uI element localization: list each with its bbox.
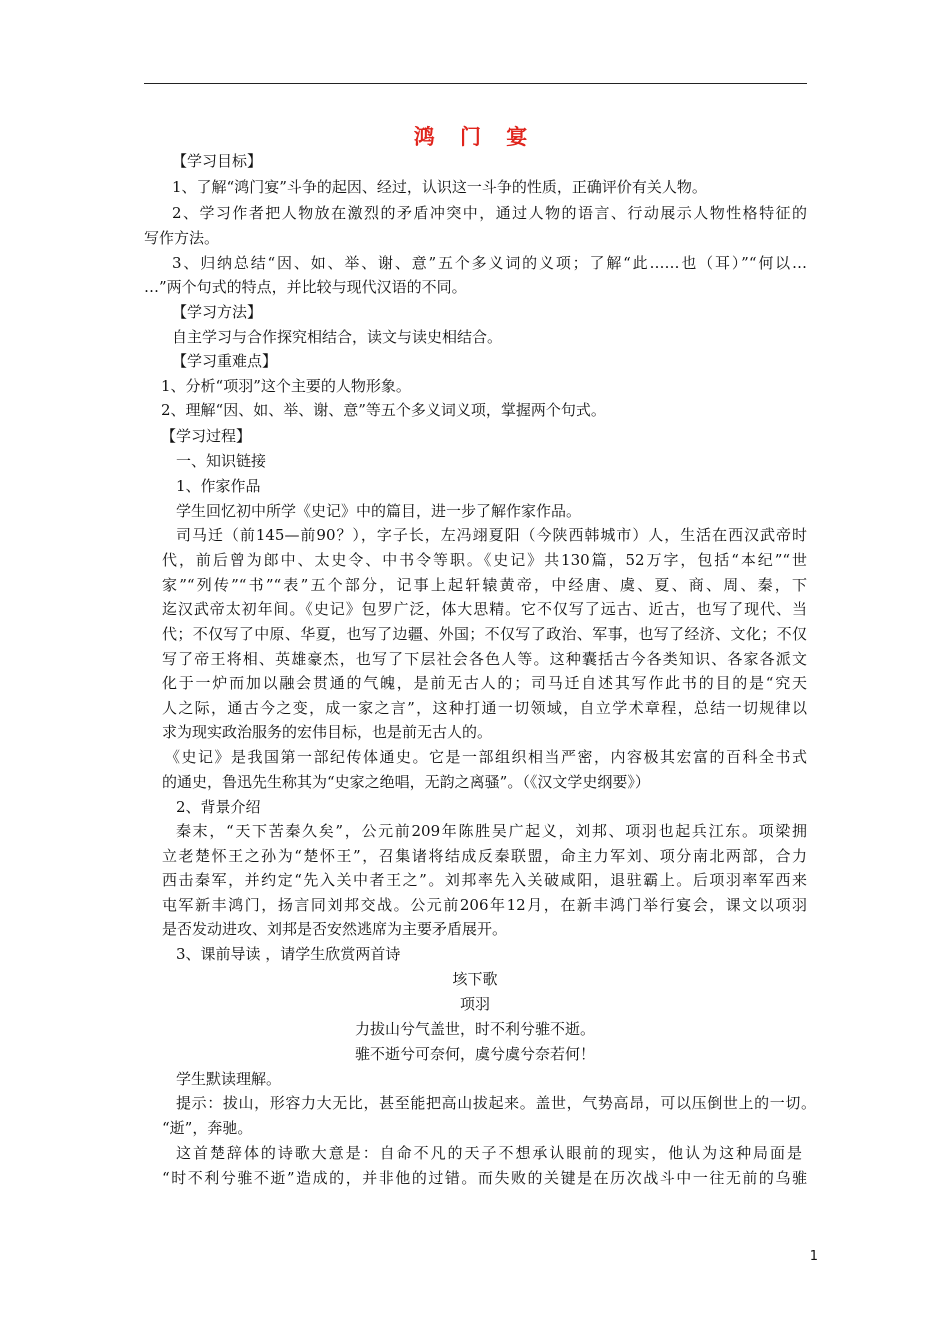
subsection-heading: 1、作家作品 (176, 477, 261, 495)
text-line: 这首楚辞体的诗歌大意是：自命不凡的天子不想承认眼前的现实，他认为这种局面是 (176, 1144, 802, 1162)
text-line: 迄汉武帝太初年间。《史记》包罗广泛，体大思精。它不仅写了远古、近古，也写了现代、当 (162, 600, 807, 618)
text-line: 化于一炉而加以融会贯通的气魄，是前无古人的；司马迁自述其写作此书的目的是“究天 (162, 674, 807, 692)
text-line: 学生默读理解。 (176, 1070, 282, 1088)
subsection-heading: 2、背景介绍 (176, 798, 261, 816)
poem-line: 力拔山兮气盖世，时不利兮骓不逝。 (354, 1020, 595, 1038)
text-line: 提示：拔山，形容力大无比，甚至能把高山拔起来。盖世，气势高昂，可以压倒世上的一切。 (176, 1094, 816, 1112)
text-line: 人之际，通古今之变，成一家之言”，这种打通一切领域，自立学术章程，总结一切规律以 (162, 699, 807, 717)
text-line: 自主学习与合作探究相结合，读文与读史相结合。 (172, 328, 503, 346)
text-line: 立老楚怀王之孙为“楚怀王”，召集诸将结成反秦联盟，命主力军刘、项分南北两部，合力 (162, 847, 807, 865)
text-line: “时不利兮骓不逝”造成的，并非他的过错。而失败的关键是在历次战斗中一往无前的乌骓 (162, 1169, 807, 1187)
document-title: 鸿 门 宴 (413, 124, 537, 149)
text-line: 的通史，鲁迅先生称其为“史家之绝唱，无韵之离骚”。（《汉文学史纲要》） (162, 773, 650, 791)
subsection-heading: 3、课前导读 ，请学生欣赏两首诗 (176, 945, 401, 963)
text-line: 写作方法。 (144, 229, 220, 247)
text-line: “逝”，奔驰。 (162, 1119, 253, 1137)
poem-author: 项羽 (459, 995, 490, 1013)
poem-line: 骓不逝兮可奈何，虞兮虞兮奈若何！ (354, 1045, 595, 1063)
text-line: …”两个句式的特点，并比较与现代汉语的不同。 (144, 278, 467, 296)
text-line: 1、分析“项羽”这个主要的人物形象。 (161, 377, 411, 395)
text-line: 代，前后曾为郎中、太史令、中书令等职。《史记》共130篇，52万字，包括“本纪”“世 (162, 551, 807, 569)
text-line: 家”“列传”“书”“表”五个部分，记事上起轩辕黄帝，中经唐、虞、夏、商、周、秦，下 (162, 576, 807, 594)
text-line: 代；不仅写了中原、华夏，也写了边疆、外国；不仅写了政治、军事，也写了经济、文化；不仅 (162, 625, 807, 643)
heading-learning-method: 【学习方法】 (172, 303, 263, 321)
text-line: 秦末，“天下苦秦久矣”，公元前209年陈胜吴广起义，刘邦、项羽也起兵江东。项梁拥 (176, 822, 807, 840)
text-line: 屯军新丰鸿门，扬言同刘邦交战。公元前206年12月，在新丰鸿门举行宴会，课文以项羽 (162, 896, 807, 914)
heading-key-points: 【学习重难点】 (172, 352, 278, 370)
header-rule (144, 83, 807, 84)
text-line: 学生回忆初中所学《史记》中的篇目，进一步了解作家作品。 (176, 502, 582, 520)
text-line: 2、理解“因、如、举、谢、意”等五个多义词义项，掌握两个句式。 (161, 401, 606, 419)
text-line: 3、归纳总结“因、如、举、谢、意”五个多义词的义项；了解“此……也（耳）”“何以… (172, 254, 807, 272)
text-line: 2、学习作者把人物放在激烈的矛盾冲突中，通过人物的语言、行动展示人物性格特征的 (172, 204, 807, 222)
text-line: 写了帝王将相、英雄豪杰，也写了下层社会各色人等。这种囊括古今各类知识、各家各派文 (162, 650, 807, 668)
section-heading: 一、知识链接 (176, 452, 267, 470)
text-line: 是否发动进攻、刘邦是否安然逃席为主要矛盾展开。 (162, 920, 508, 938)
heading-learning-goals: 【学习目标】 (172, 152, 263, 170)
text-line: 求为现实政治服务的宏伟目标，也是前无古人的。 (162, 723, 493, 741)
text-line: 1、了解“鸿门宴”斗争的起因、经过，认识这一斗争的性质，正确评价有关人物。 (172, 178, 707, 196)
text-line: 司马迁（前145—前90？），字子长，左冯翊夏阳（今陕西韩城市）人，生活在西汉武帝时 (176, 526, 807, 544)
text-line: 西击秦军，并约定“先入关中者王之”。刘邦率先入关破咸阳，退驻霸上。后项羽率军西来 (162, 871, 807, 889)
page-number: 1 (809, 1249, 818, 1264)
poem-title: 垓下歌 (452, 970, 498, 988)
text-line: 《史记》是我国第一部纪传体通史。它是一部组织相当严密，内容极其宏富的百科全书式 (165, 748, 807, 766)
heading-learning-process: 【学习过程】 (161, 427, 252, 445)
